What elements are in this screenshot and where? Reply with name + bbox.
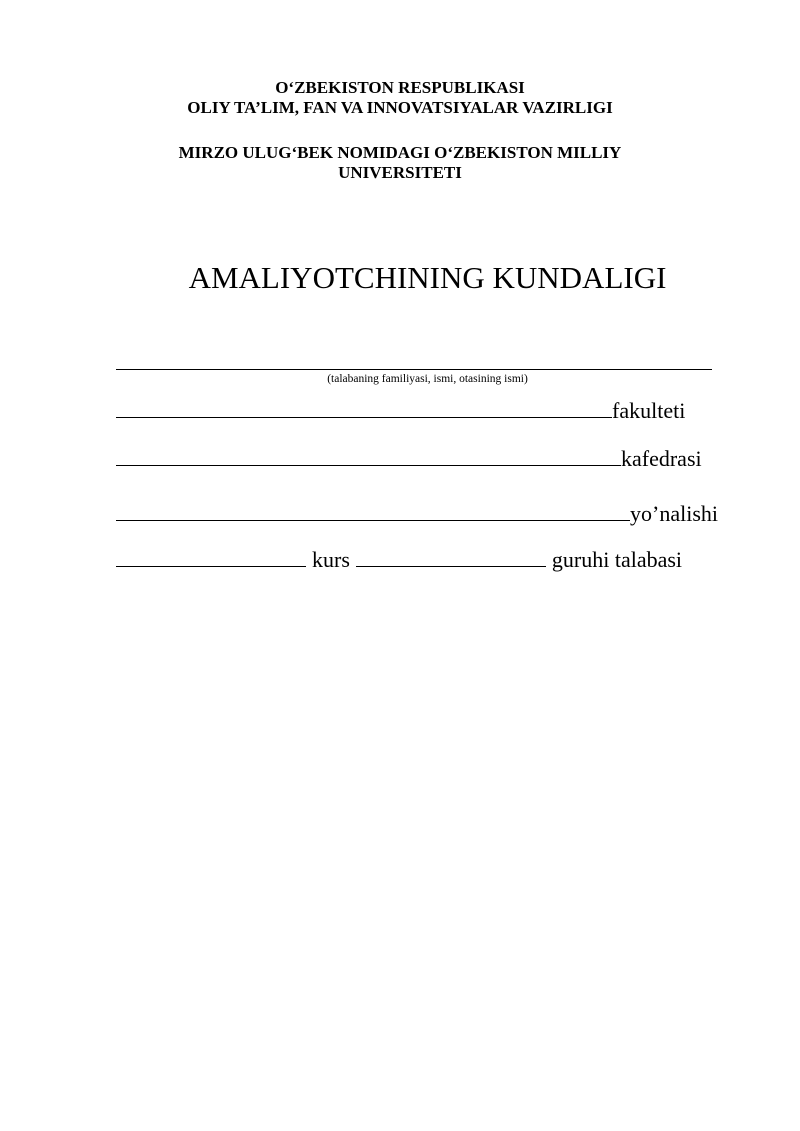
faculty-row [116,397,685,424]
header-university-name: MIRZO ULUG‘BEK NOMIDAGI O‘ZBEKISTON MILLIY [178,143,622,162]
department-blank[interactable] [116,445,621,466]
header-country: O‘ZBEKISTON RESPUBLIKASI [275,78,525,97]
header-ministry-name: OLIY TA’LIM, FAN VA INNOVATSIYALAR VAZIRLIGI [187,98,613,117]
course-label: kurs [312,547,350,572]
student-name-blank[interactable] [116,369,712,370]
course-blank[interactable] [116,546,306,567]
department-row [116,445,702,472]
document-title: AMALIYOTCHINING KUNDALIGI [188,260,667,295]
direction-blank[interactable] [116,500,630,521]
ministry-header [0,78,800,118]
direction-label: yo’nalishi [630,501,718,526]
direction-row [116,500,718,527]
student-name-caption: (talabaning familiyasi, ismi, otasining ismi) [327,373,528,385]
faculty-blank[interactable] [116,397,612,418]
faculty-label: fakulteti [612,398,686,423]
department-label: kafedrasi [621,446,702,471]
group-blank[interactable] [356,546,546,567]
university-header [0,143,800,183]
course-group-row [116,546,682,573]
header-university-suffix: UNIVERSITETI [338,163,462,182]
group-label: guruhi talabasi [551,547,683,572]
